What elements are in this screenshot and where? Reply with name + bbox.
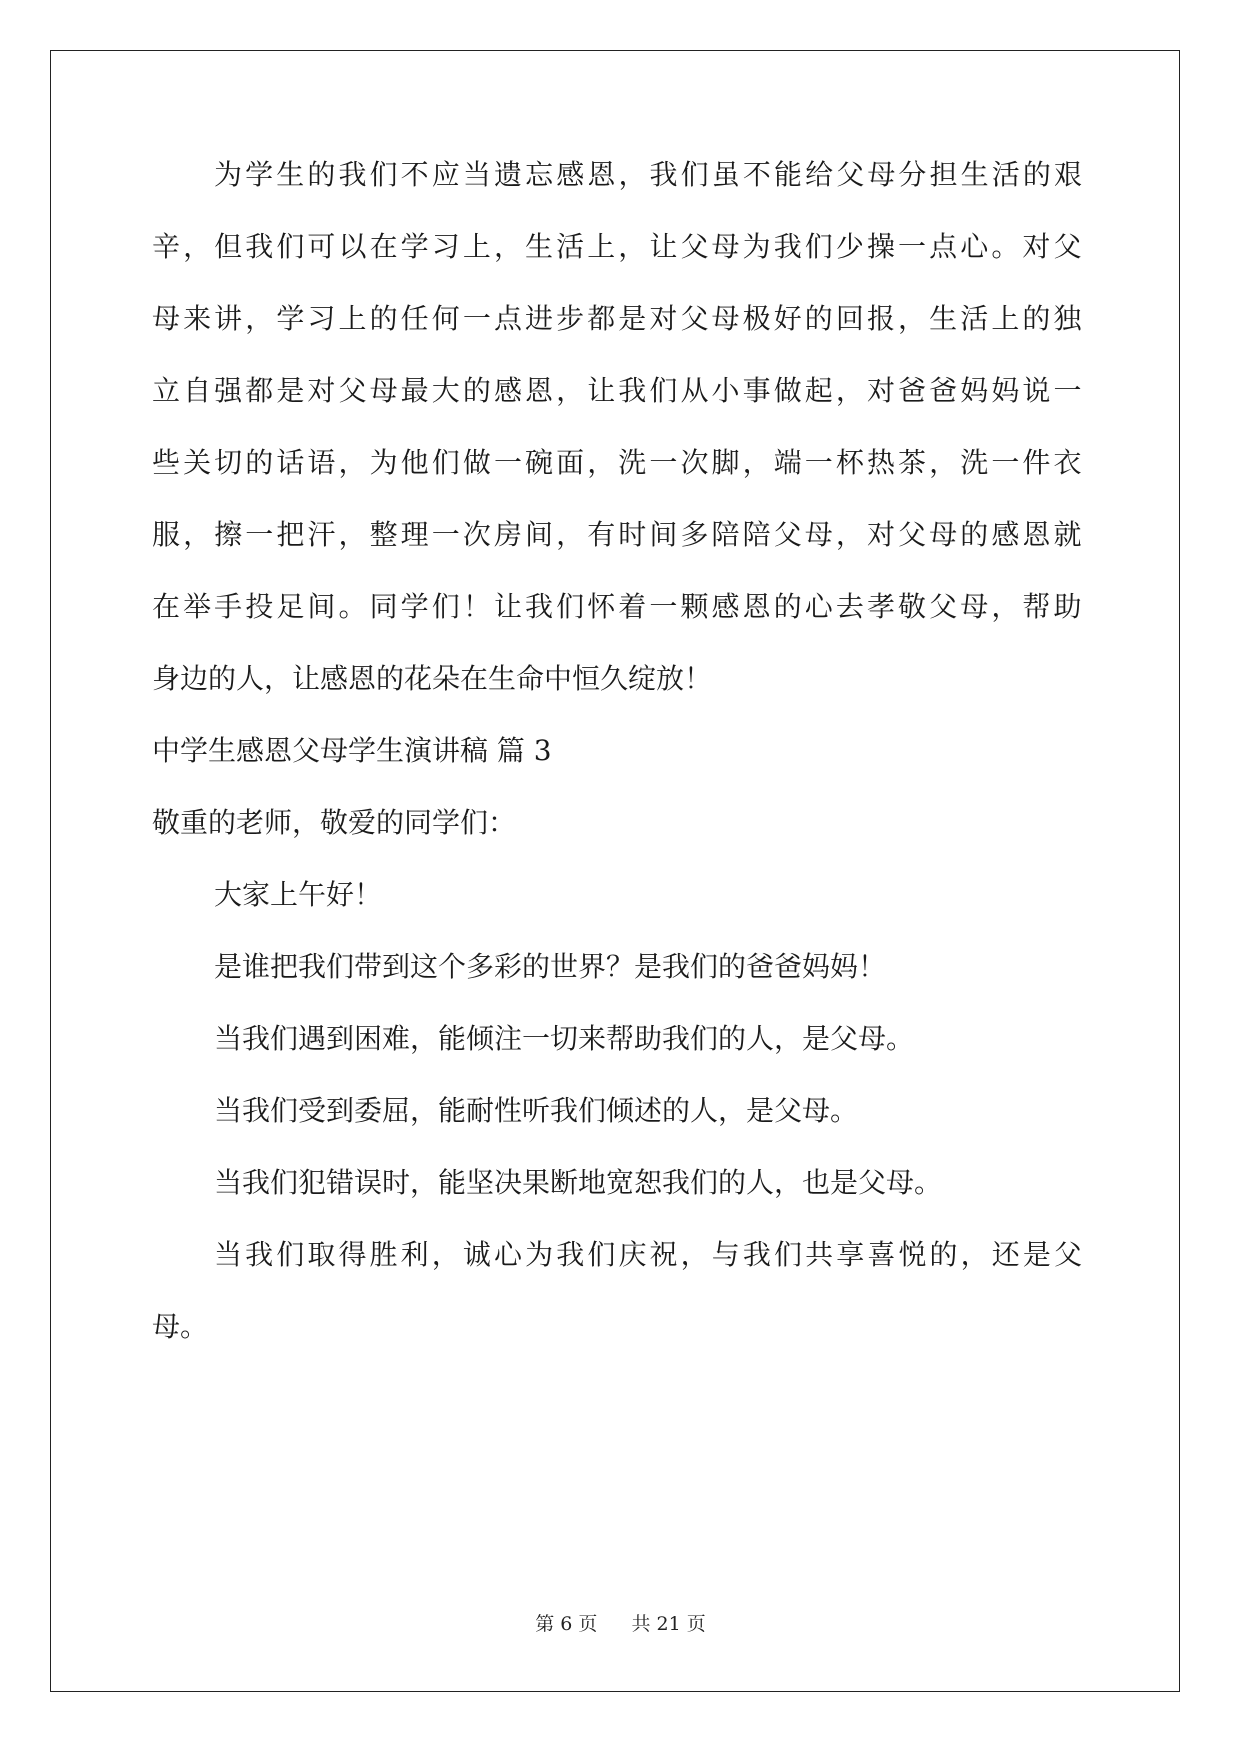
page-total: 共 21 页 (631, 1613, 706, 1635)
paragraph-line: 辛，但我们可以在学习上，生活上，让父母为我们少操一点心。对父 (152, 230, 1082, 263)
paragraph-line: 服，擦一把汗，整理一次房间，有时间多陪陪父母，对父母的感恩就 (152, 518, 1082, 551)
paragraph-line: 母。 (152, 1310, 209, 1343)
paragraph: 是谁把我们带到这个多彩的世界？是我们的爸爸妈妈！ (214, 950, 887, 983)
paragraph-line: 当我们取得胜利，诚心为我们庆祝，与我们共享喜悦的，还是父 (214, 1238, 1082, 1271)
page-border (50, 50, 1180, 1692)
paragraph-line: 立自强都是对父母最大的感恩，让我们从小事做起，对爸爸妈妈说一 (152, 374, 1082, 407)
paragraph-line: 为学生的我们不应当遗忘感恩，我们虽不能给父母分担生活的艰 (214, 158, 1082, 191)
greeting: 大家上午好！ (214, 878, 383, 911)
section-title: 中学生感恩父母学生演讲稿 篇 3 (152, 734, 552, 767)
page-footer (0, 1612, 1241, 1636)
paragraph-line: 身边的人，让感恩的花朵在生命中恒久绽放！ (152, 662, 713, 695)
paragraph: 当我们受到委屈，能耐性听我们倾述的人，是父母。 (214, 1094, 859, 1127)
salutation: 敬重的老师，敬爱的同学们： (152, 806, 517, 839)
paragraph-line: 些关切的话语，为他们做一碗面，洗一次脚，端一杯热茶，洗一件衣 (152, 446, 1082, 479)
page-number: 第 6 页 (535, 1613, 598, 1635)
paragraph-line: 在举手投足间。同学们！让我们怀着一颗感恩的心去孝敬父母，帮助 (152, 590, 1082, 623)
paragraph: 当我们犯错误时，能坚决果断地宽恕我们的人，也是父母。 (214, 1166, 943, 1199)
paragraph-line: 母来讲，学习上的任何一点进步都是对父母极好的回报，生活上的独 (152, 302, 1082, 335)
paragraph: 当我们遇到困难，能倾注一切来帮助我们的人，是父母。 (214, 1022, 915, 1055)
